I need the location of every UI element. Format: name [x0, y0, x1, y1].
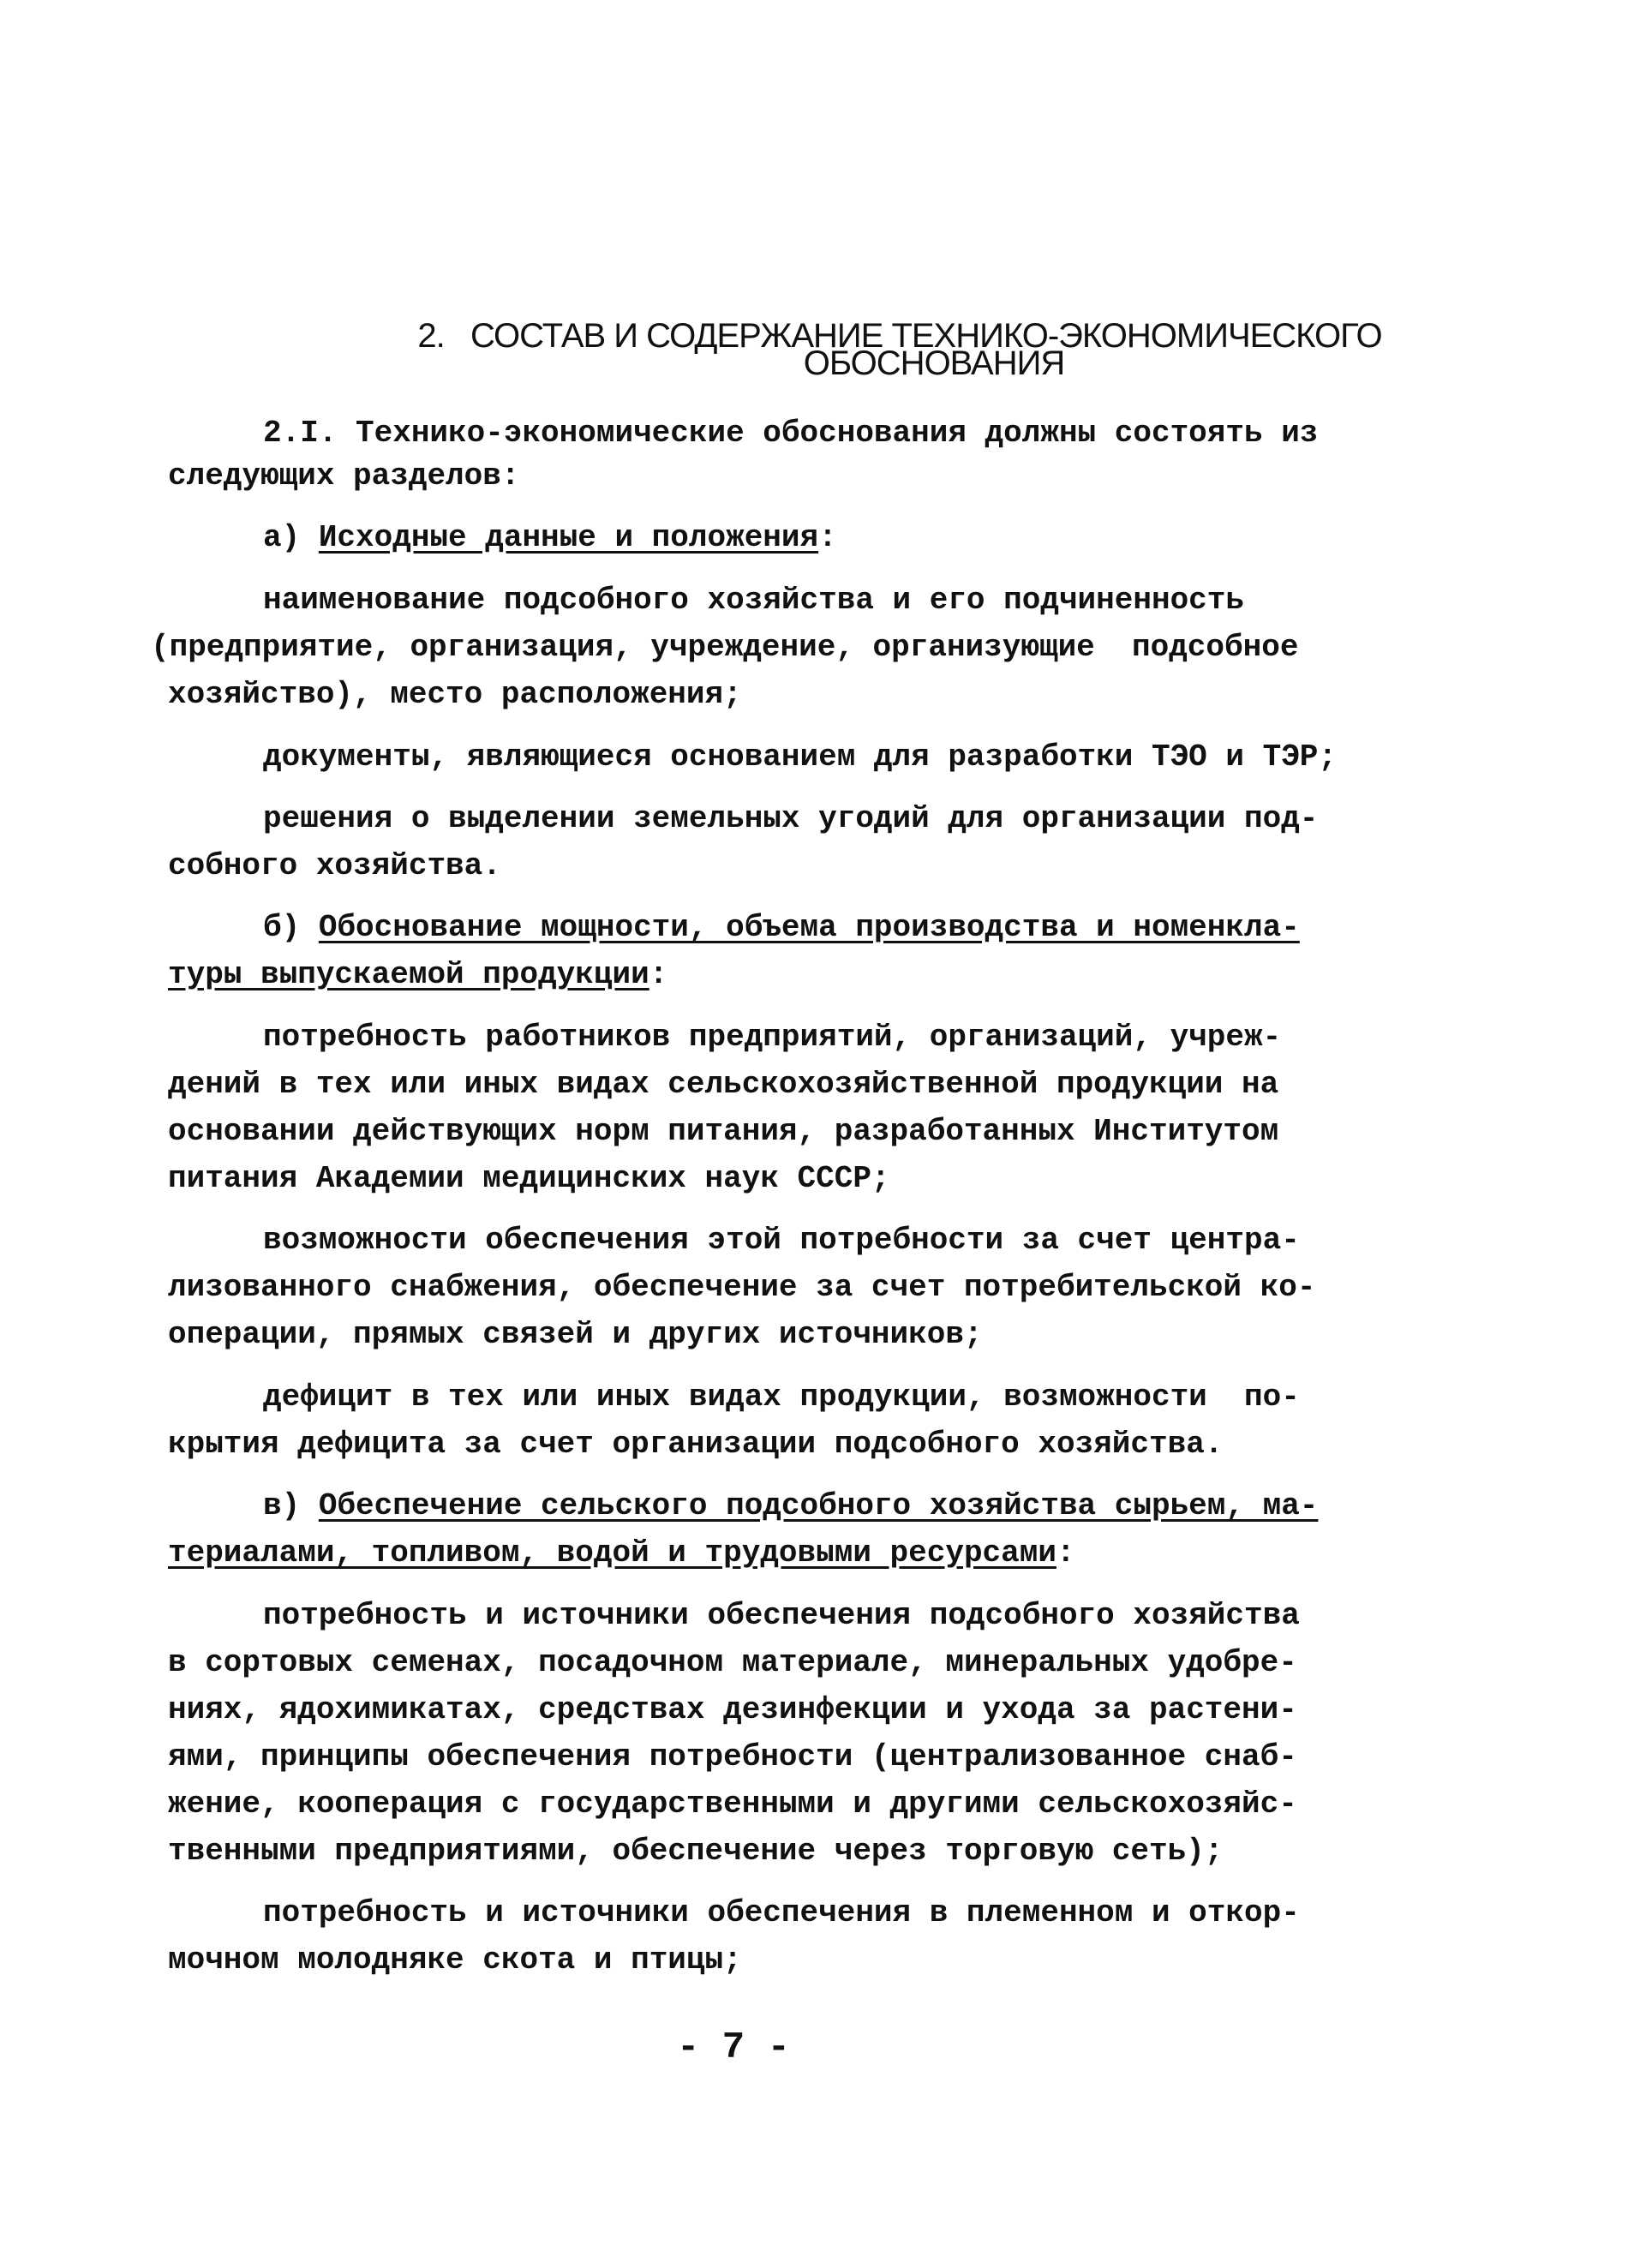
- paragraph-line: хозяйство), место расположения;: [168, 677, 742, 712]
- paragraph-line: операции, прямых связей и других источников;: [168, 1317, 983, 1352]
- subsection-v-title-line2: териалами, топливом, водой и трудовыми ресурсами: [168, 1535, 1056, 1571]
- paragraph-line: дефицит в тех или иных видах продукции, возможности по-: [263, 1379, 1300, 1415]
- paragraph-line: наименование подсобного хозяйства и его подчиненность: [263, 583, 1244, 618]
- paragraph-line: крытия дефицита за счет организации подсобного хозяйства.: [168, 1427, 1224, 1462]
- subsection-a-title: Исходные данные и положения: [318, 520, 819, 555]
- subsection-b-title-line1: Обоснование мощности, объема производства и номенкла-: [318, 910, 1300, 945]
- section-title-line1: СОСТАВ И СОДЕРЖАНИЕ ТЕХНИКО-ЭКОНОМИЧЕСКОГО: [470, 317, 1382, 355]
- paragraph-line: собного хозяйства.: [168, 848, 501, 883]
- paragraph-line: основании действующих норм питания, разработанных Институтом: [168, 1114, 1279, 1149]
- paragraph-line: жение, кооперация с государственными и другими сельскохозяйс-: [168, 1786, 1297, 1822]
- paragraph-line: питания Академии медицинских наук СССР;: [168, 1161, 890, 1196]
- subsection-a: [263, 514, 837, 562]
- subsection-b-line2: [168, 951, 667, 999]
- paragraph-line: лизованного снабжения, обеспечение за счет потребительской ко-: [168, 1270, 1316, 1305]
- paragraph-line: потребность и источники обеспечения в племенном и откор-: [263, 1895, 1300, 1930]
- paragraph-line: документы, являющиеся основанием для разработки ТЭО и ТЭР;: [263, 739, 1338, 775]
- subsection-b: [263, 904, 1300, 952]
- paragraph-line: следующих разделов:: [168, 458, 520, 494]
- subsection-b-colon: :: [649, 957, 668, 992]
- paragraph-line: мочном молодняке скота и птицы;: [168, 1942, 742, 1978]
- paragraph-line: потребность и источники обеспечения подсобного хозяйства: [263, 1598, 1300, 1633]
- paragraph-line: решения о выделении земельных угодий для организации под-: [263, 801, 1319, 836]
- paragraph-line: 2.I. Технико-экономические обоснования должны состоять из: [263, 416, 1319, 451]
- paragraph-line: ями, принципы обеспечения потребности (централизованное снаб-: [168, 1739, 1297, 1774]
- paragraph-line: в сортовых семенах, посадочном материале, минеральных удобре-: [168, 1645, 1297, 1680]
- paragraph-line: дений в тех или иных видах сельскохозяйственной продукции на: [168, 1067, 1279, 1102]
- subsection-a-marker: а): [263, 520, 319, 555]
- subsection-v-colon: :: [1056, 1535, 1075, 1571]
- paragraph-line: твенными предприятиями, обеспечение через торговую сеть);: [168, 1834, 1224, 1869]
- paragraph-line: (предприятие, организация, учреждение, организующие подсобное: [151, 630, 1299, 665]
- page-number: - 7 -: [677, 2026, 791, 2069]
- paragraph-line: ниях, ядохимикатах, средствах дезинфекции и ухода за растени-: [168, 1692, 1297, 1727]
- subsection-b-title-line2: туры выпускаемой продукции: [168, 957, 649, 992]
- subsection-v-marker: в): [263, 1488, 319, 1523]
- section-title-line2: ОБОСНОВАНИЯ: [803, 344, 1065, 382]
- subsection-v: [263, 1482, 1318, 1530]
- paragraph-line: возможности обеспечения этой потребности за счет центра-: [263, 1223, 1300, 1258]
- paragraph-line: потребность работников предприятий, организаций, учреж-: [263, 1020, 1282, 1055]
- subsection-b-marker: б): [263, 910, 319, 945]
- subsection-v-title-line1: Обеспечение сельского подсобного хозяйства сырьем, ма-: [318, 1488, 1319, 1523]
- subsection-a-colon: :: [818, 520, 837, 555]
- section-number: 2.: [417, 317, 445, 355]
- subsection-v-line2: [168, 1529, 1075, 1577]
